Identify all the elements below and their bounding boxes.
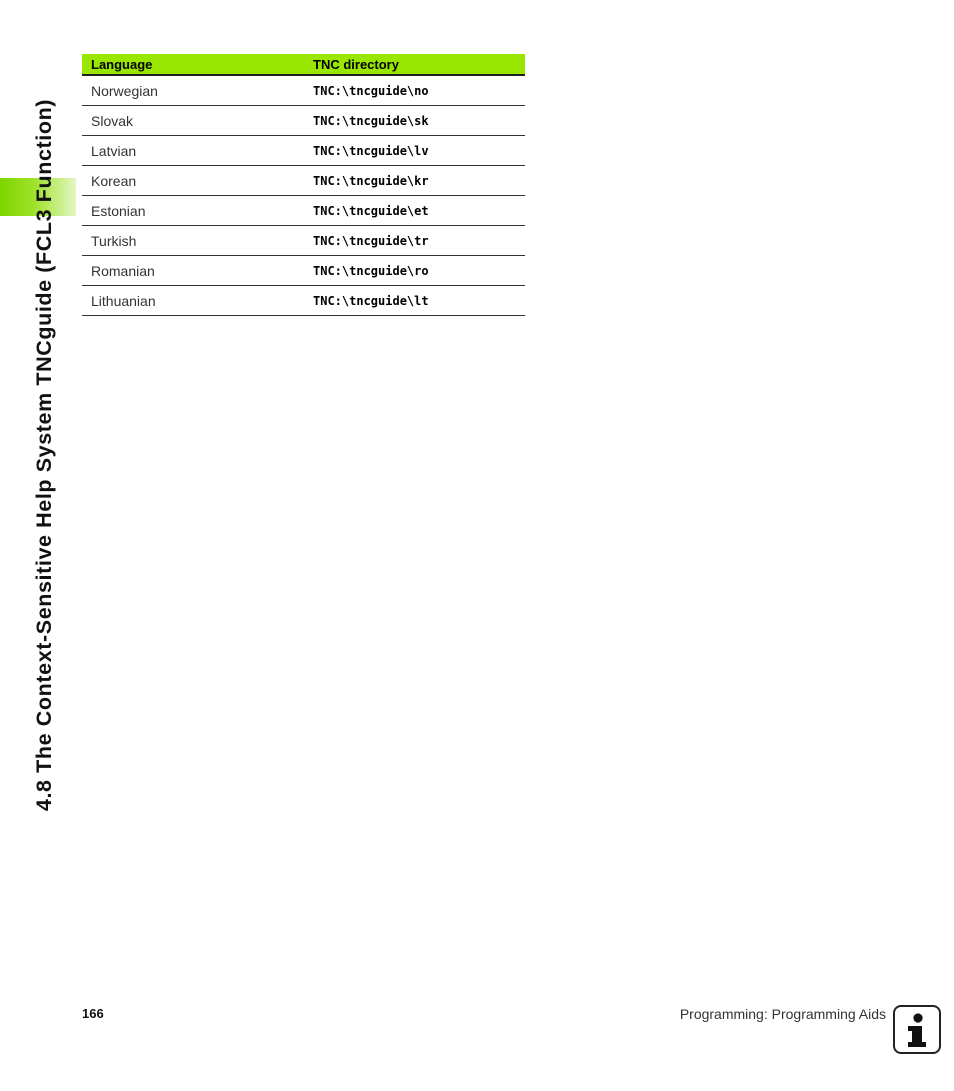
table-row xyxy=(82,286,525,316)
side-title-container xyxy=(26,50,62,860)
language-cell: Norwegian xyxy=(82,75,304,106)
directory-cell: TNC:\tncguide\lt xyxy=(304,286,525,316)
language-cell: Korean xyxy=(82,166,304,196)
table-row xyxy=(82,106,525,136)
directory-cell: TNC:\tncguide\et xyxy=(304,196,525,226)
directory-cell: TNC:\tncguide\no xyxy=(304,75,525,106)
language-cell: Lithuanian xyxy=(82,286,304,316)
directory-cell: TNC:\tncguide\sk xyxy=(304,106,525,136)
directory-cell: TNC:\tncguide\ro xyxy=(304,256,525,286)
table-row xyxy=(82,226,525,256)
language-cell: Slovak xyxy=(82,106,304,136)
page-number: 166 xyxy=(82,1006,104,1021)
table-row xyxy=(82,256,525,286)
info-icon xyxy=(893,1005,941,1054)
language-directory-table xyxy=(82,54,525,316)
header-language: Language xyxy=(82,54,304,75)
table-row xyxy=(82,136,525,166)
header-tnc-directory: TNC directory xyxy=(304,54,525,75)
language-cell: Turkish xyxy=(82,226,304,256)
directory-cell: TNC:\tncguide\tr xyxy=(304,226,525,256)
language-cell: Romanian xyxy=(82,256,304,286)
table-header-row xyxy=(82,54,525,75)
footer-section-title: Programming: Programming Aids xyxy=(679,1006,886,1022)
directory-cell: TNC:\tncguide\kr xyxy=(304,166,525,196)
language-cell: Estonian xyxy=(82,196,304,226)
section-title: 4.8 The Context-Sensitive Help System TNCguide (FCL3 Function) xyxy=(32,98,56,812)
table-row xyxy=(82,166,525,196)
language-cell: Latvian xyxy=(82,136,304,166)
table-row xyxy=(82,196,525,226)
directory-cell: TNC:\tncguide\lv xyxy=(304,136,525,166)
table-row xyxy=(82,75,525,106)
